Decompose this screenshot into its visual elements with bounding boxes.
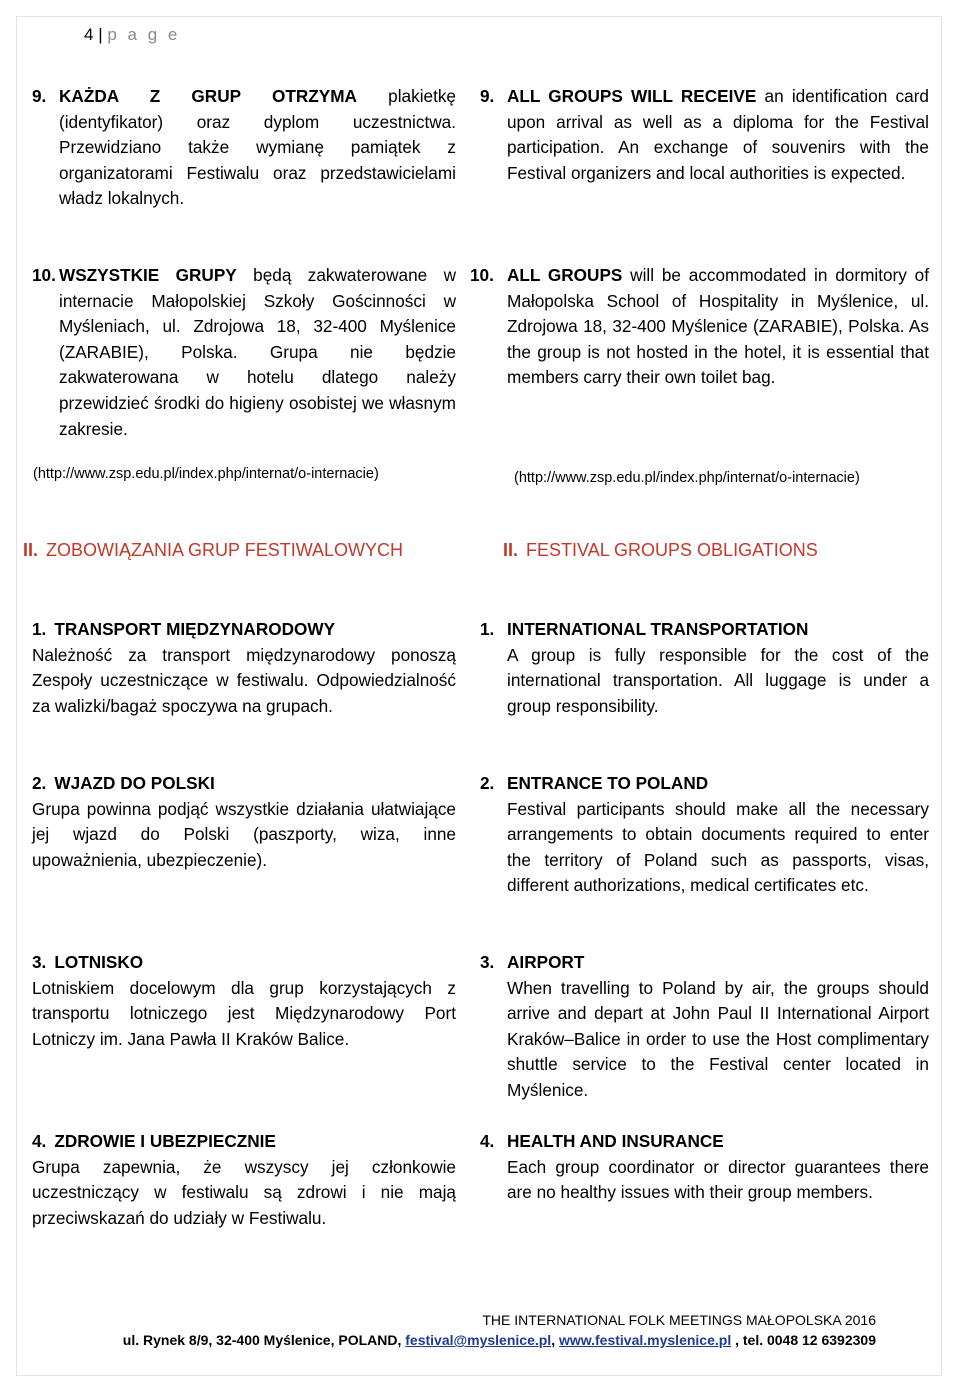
item-10-pl-lead: WSZYSTKIE GRUPY [59,265,237,285]
footer-contact [123,1328,876,1354]
obligation-3-en: 3. AIRPORT When travelling to Poland by air, the groups should arrive and depart at John Paul II International Airport Kraków–Balice in order to use the Host complimentary shuttle service to the Festival center located in Myślenice. [480,952,929,1100]
internat-link-en[interactable] [514,466,860,492]
item-9-pl-text: plakietkę (identyfikator) oraz dyplom uczestnictwa. Przewidziano także wymianę pamiątek z organizatorami Festiwalu oraz przedstawicielami władz lokalnych. [59,86,456,209]
item-10-en-text: will be accommodated in dormitory of Małopolska School of Hospitality in Myślenice, ul. Zdrojowa 18, 32-400 Myślenice (ZARABIE), Polska. As the group is not hosted in the hotel, it is essential that members carry their own toilet bag. [507,265,929,388]
obligation-1-en-text: A group is fully responsible for the cost of the international transportation. All luggage is under a group responsibility. [507,644,929,716]
obligation-3-en-title: AIRPORT [507,952,585,972]
item-10-en [470,263,929,391]
footer-tel: , tel. 0048 12 6392309 [731,1332,876,1348]
internat-link-en-anchor[interactable]: (http://www.zsp.edu.pl/index.php/internat/o-internacie) [514,470,860,486]
section-2-title-en: FESTIVAL GROUPS OBLIGATIONS [526,540,818,560]
item-10-en-lead: ALL GROUPS [507,265,623,285]
section-2-roman-pl: II. [23,540,39,560]
obligation-1-pl-text: Należność za transport międzynarodowy ponoszą Zespoły uczestniczące w festiwalu. Odpowiedzialność za walizki/bagaż spoczywa na grupach. [32,644,456,716]
item-9-pl [32,84,456,212]
obligation-3-pl [32,950,456,1052]
obligation-4-en: 4. HEALTH AND INSURANCE Each group coordinator or director guarantees there are no healthy issues with their group members. [480,1131,929,1203]
obligation-2-en-text: Festival participants should make all the necessary arrangements to obtain documents required to enter the territory of Poland such as passports, visas, different authorizations, medical certificates etc. [507,798,929,896]
page-header [84,22,180,48]
obligation-3-en-text: When travelling to Poland by air, the groups should arrive and depart at John Paul II International Airport Kraków–Balice in order to use the Host complimentary shuttle service to the Festival center located in Myślenice. [507,977,929,1100]
obligation-4-pl-title: 4. ZDROWIE I UBEZPIECZNIE [32,1131,276,1151]
page-number: 4 [84,25,94,44]
page-word: p a g e [107,25,181,44]
item-9-en-number: 9. [480,86,495,106]
obligation-4-en-title: HEALTH AND INSURANCE [507,1131,724,1151]
section-2-heading-en [503,538,818,564]
item-9-en-lead: ALL GROUPS WILL RECEIVE [507,86,757,106]
obligation-4-pl [32,1129,456,1231]
footer-email-link[interactable]: festival@myslenice.pl [405,1332,552,1348]
obligation-3-pl-title: 3. LOTNISKO [32,952,144,972]
obligation-2-pl-title: 2. WJAZD DO POLSKI [32,773,215,793]
item-9-en-text: an identification card upon arrival as well as a diploma for the Festival participation. An exchange of souvenirs with the Festival organizers and local authorities is expected. [507,86,929,183]
item-10-en-number: 10. [470,265,494,285]
item-10-pl-text: będą zakwaterowane w internacie Małopolskiej Szkoły Gościnności w Myśleniach, ul. Zdrojowa 18, 32-400 Myślenice (ZARABIE), Polska. Grupa nie będzie zakwaterowana w hotelu dlatego należy przewidzieć środki do higieny osobistej we własnym zakresie. [59,265,456,439]
section-2-roman-en: II. [503,540,519,560]
obligation-2-pl [32,771,456,873]
item-9-pl-lead: KAŻDA Z GRUP OTRZYMA [59,86,357,106]
section-2-title-pl: ZOBOWIĄZANIA GRUP FESTIWALOWYCH [46,540,404,560]
obligation-4-pl-text: Grupa zapewnia, że wszyscy jej członkowie uczestniczący w festiwalu są zdrowi i nie mają przeciwskazań do udziały w Festiwalu. [32,1156,456,1228]
section-2-heading-pl [23,538,403,564]
obligation-1-pl-title: 1. TRANSPORT MIĘDZYNARODOWY [32,619,336,639]
internat-link-pl[interactable] [33,462,379,488]
obligation-1-en: 1. INTERNATIONAL TRANSPORTATION A group is fully responsible for the cost of the international transportation. All luggage is under a group responsibility. [480,619,929,716]
obligation-4-en-text: Each group coordinator or director guarantees there are no healthy issues with their group members. [507,1156,929,1203]
item-9-en [480,84,929,186]
internat-link-pl-anchor[interactable]: (http://www.zsp.edu.pl/index.php/internat/o-internacie) [33,466,379,482]
item-9-pl-number: 9. [32,86,47,106]
item-10-pl [32,263,456,442]
footer-website-link[interactable]: www.festival.myslenice.pl [558,1332,732,1348]
item-10-pl-number: 10. [32,265,56,285]
obligation-3-pl-text: Lotniskiem docelowym dla grup korzystających z transportu lotniczego jest Międzynarodowy Port Lotniczy im. Jana Pawła II Kraków Balice. [32,977,456,1049]
obligation-1-pl [32,617,456,719]
footer-sep: , [551,1332,559,1348]
obligation-2-en-title: ENTRANCE TO POLAND [507,773,709,793]
header-separator: | [98,25,103,44]
obligation-2-en: 2. ENTRANCE TO POLAND Festival participants should make all the necessary arrangements to obtain documents required to enter the territory of Poland such as passports, visas, different authorizations, medical certificates etc. [480,773,929,896]
footer-address: ul. Rynek 8/9, 32-400 Myślenice, POLAND, [122,1332,406,1348]
obligation-1-en-title: INTERNATIONAL TRANSPORTATION [507,619,809,639]
obligation-2-pl-text: Grupa powinna podjąć wszystkie działania ułatwiające jej wjazd do Polski (paszporty, wiza, inne upoważnienia, ubezpieczenie). [32,798,456,870]
footer-title: THE INTERNATIONAL FOLK MEETINGS MAŁOPOLSKA 2016 [482,1312,876,1328]
